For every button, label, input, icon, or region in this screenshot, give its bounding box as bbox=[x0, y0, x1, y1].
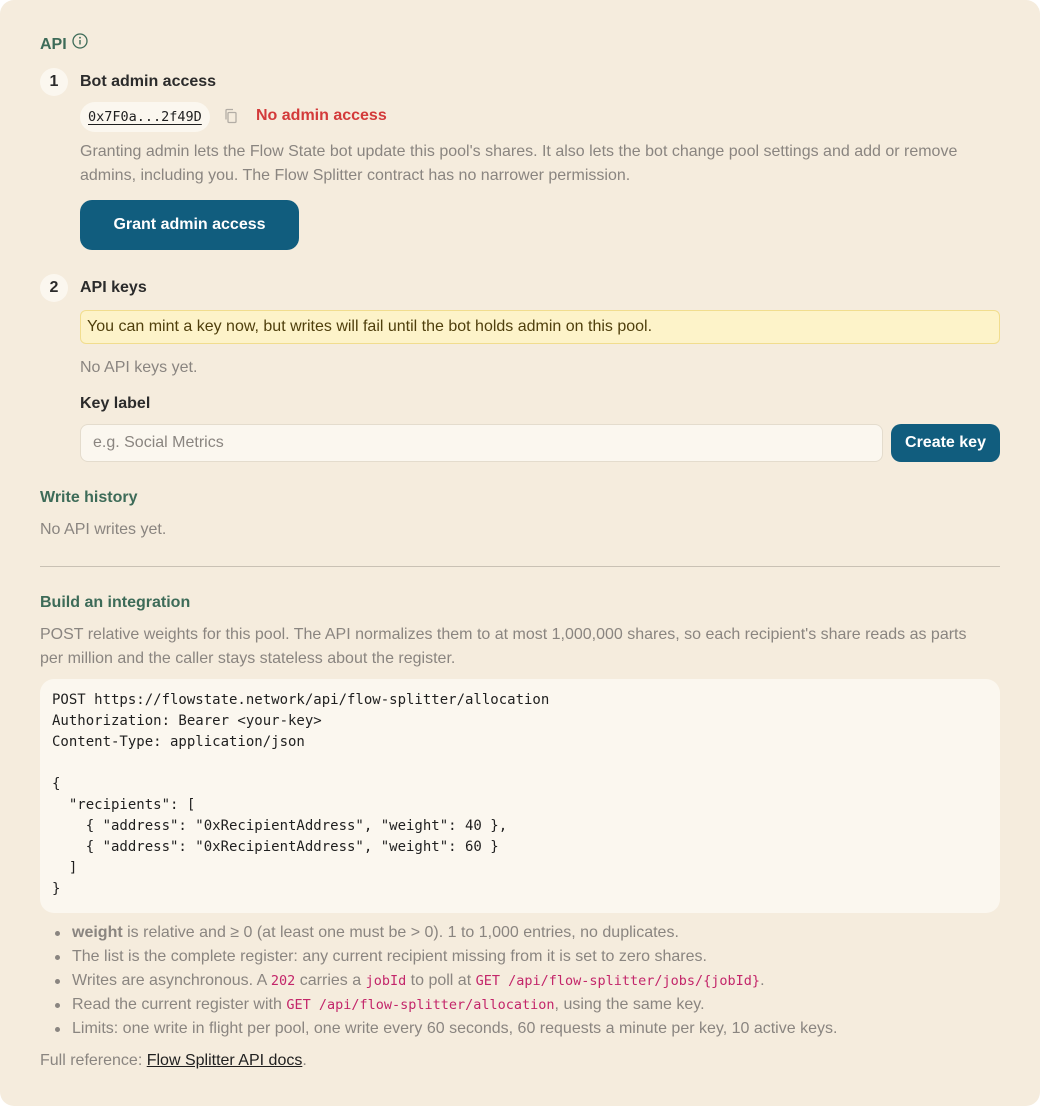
admin-description-line-2: admins, including you. The Flow Splitter contract has no narrower permission. bbox=[80, 167, 631, 184]
admin-description-line-1: Granting admin lets the Flow State bot update this pool's shares. It also lets the bot change pool settings and add or remove bbox=[80, 143, 958, 160]
code-status-202: 202 bbox=[270, 973, 296, 989]
write-history-empty: No API writes yet. bbox=[40, 521, 167, 538]
write-history-title: Write history bbox=[40, 489, 138, 506]
integration-description-line-2: per million and the caller stays stateless about the register. bbox=[40, 650, 456, 667]
note-async-text-a: Writes are asynchronous. A bbox=[72, 972, 271, 989]
step-2-badge: 2 bbox=[40, 274, 68, 302]
note-weight-term: weight bbox=[72, 924, 123, 941]
note-async-text-c: to poll at bbox=[406, 972, 476, 989]
note-async-text-d: . bbox=[760, 972, 765, 989]
api-docs-link[interactable]: Flow Splitter API docs bbox=[146, 1052, 303, 1069]
admin-address-pill[interactable]: 0x7F0a...2f49D bbox=[80, 102, 210, 132]
no-keys-text: No API keys yet. bbox=[80, 359, 198, 376]
api-section-title: API bbox=[40, 36, 67, 53]
note-register: The list is the complete register: any current recipient missing from it is set to zero shares. bbox=[40, 945, 1000, 969]
full-reference bbox=[40, 1049, 307, 1073]
admin-warning-banner: You can mint a key now, but writes will fail until the bot holds admin on this pool. bbox=[80, 310, 1000, 344]
key-label-input[interactable] bbox=[80, 424, 883, 462]
note-weight-text: is relative and ≥ 0 (at least one must be > 0). 1 to 1,000 entries, no duplicates. bbox=[122, 924, 679, 941]
create-key-button[interactable]: Create key bbox=[891, 424, 1000, 462]
note-weight bbox=[40, 921, 1000, 945]
integration-title: Build an integration bbox=[40, 594, 191, 611]
note-limits: Limits: one write in flight per pool, one write every 60 seconds, 60 requests a minute per key, 10 active keys. bbox=[40, 1017, 1000, 1041]
reference-suffix: . bbox=[302, 1052, 307, 1069]
note-read-text-b: , using the same key. bbox=[554, 996, 705, 1013]
grant-admin-button[interactable]: Grant admin access bbox=[80, 200, 299, 250]
request-code-example[interactable]: POST https://flowstate.network/api/flow-splitter/allocation Authorization: Bearer <your-key> Content-Type: application/json { "recipients": [ { "address": "0xRecipientAddress", "weight": 40 }, { "address": "0xRecipientAddress", "weight": 60 } ] } bbox=[40, 679, 1000, 913]
info-circle-icon[interactable] bbox=[72, 33, 88, 49]
code-jobid: jobId bbox=[365, 973, 407, 989]
section-divider bbox=[40, 566, 1000, 567]
key-label-heading: Key label bbox=[80, 395, 151, 412]
note-read-register bbox=[40, 993, 1000, 1017]
copy-icon[interactable] bbox=[223, 108, 239, 124]
integration-notes-list bbox=[40, 921, 1000, 1041]
step-1-badge: 1 bbox=[40, 68, 68, 96]
code-allocation-endpoint: GET /api/flow-splitter/allocation bbox=[286, 997, 555, 1013]
note-async-text-b: carries a bbox=[295, 972, 366, 989]
note-async bbox=[40, 969, 1000, 993]
step-2-title: API keys bbox=[80, 279, 147, 296]
reference-prefix: Full reference: bbox=[40, 1052, 147, 1069]
admin-status-label: No admin access bbox=[256, 107, 387, 124]
integration-description-line-1: POST relative weights for this pool. The API normalizes them to at most 1,000,000 shares, so each recipient's share reads as parts bbox=[40, 626, 967, 643]
step-1-title: Bot admin access bbox=[80, 73, 217, 90]
code-jobs-endpoint: GET /api/flow-splitter/jobs/{jobId} bbox=[475, 973, 761, 989]
note-read-text-a: Read the current register with bbox=[72, 996, 287, 1013]
